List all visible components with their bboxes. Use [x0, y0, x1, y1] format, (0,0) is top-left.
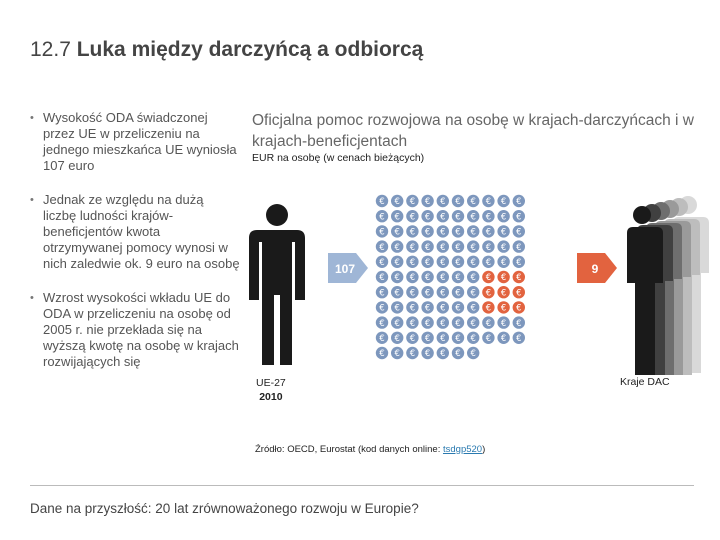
coin	[391, 286, 403, 298]
coin	[513, 256, 525, 268]
svg-text:€: €	[394, 303, 400, 314]
svg-text:€: €	[379, 288, 385, 299]
coin-highlighted	[513, 286, 525, 298]
svg-text:€: €	[394, 349, 400, 360]
coin	[467, 225, 479, 237]
coin	[391, 347, 403, 359]
coin	[482, 195, 494, 207]
coin	[406, 210, 418, 222]
svg-text:€: €	[424, 212, 431, 223]
svg-text:€: €	[470, 242, 476, 253]
svg-text:€: €	[470, 334, 476, 344]
svg-text:€: €	[455, 273, 461, 284]
svg-text:€: €	[379, 273, 385, 284]
coin	[406, 286, 418, 298]
svg-text:€: €	[500, 334, 507, 344]
coin	[452, 332, 464, 344]
svg-text:€: €	[500, 318, 507, 329]
coin	[421, 332, 433, 344]
coin	[391, 256, 403, 268]
svg-text:€: €	[516, 303, 522, 314]
coin	[497, 316, 509, 328]
coin	[421, 256, 433, 268]
svg-text:€: €	[516, 197, 522, 208]
footer-text: Dane na przyszłość: 20 lat zrównoważonego rozwoju w Europie?	[30, 501, 419, 516]
svg-text:€: €	[516, 258, 522, 268]
coin	[497, 225, 509, 237]
coin	[497, 256, 509, 268]
coin	[421, 195, 433, 207]
source-prefix: Źródło: OECD, Eurostat (kod danych online:	[255, 444, 443, 455]
svg-text:€: €	[424, 303, 431, 314]
coin	[452, 210, 464, 222]
coin	[391, 240, 403, 252]
coin	[437, 332, 449, 344]
svg-text:€: €	[409, 227, 416, 238]
coin	[497, 240, 509, 252]
coin	[482, 225, 494, 237]
svg-text:€: €	[440, 273, 446, 284]
figure-title: Oficjalna pomoc rozwojowa na osobę w krajach-darczyńcach i w krajach-beneficjentach	[252, 112, 694, 150]
svg-text:€: €	[485, 258, 492, 268]
svg-text:€: €	[485, 197, 492, 208]
coin	[467, 271, 479, 283]
donor-label-line1: UE-27	[256, 377, 286, 389]
svg-text:€: €	[379, 227, 385, 238]
svg-text:€: €	[440, 349, 446, 360]
coin-grid	[376, 195, 525, 359]
svg-text:€: €	[455, 334, 461, 344]
coin	[482, 316, 494, 328]
svg-text:€: €	[409, 303, 416, 314]
coin-highlighted	[497, 271, 509, 283]
coin	[421, 271, 433, 283]
coin	[406, 347, 418, 359]
coin	[467, 240, 479, 252]
svg-text:€: €	[470, 273, 476, 284]
coin	[437, 240, 449, 252]
coin	[467, 256, 479, 268]
svg-text:€: €	[440, 258, 446, 268]
svg-text:€: €	[379, 303, 385, 314]
coin	[376, 225, 388, 237]
oda-diagram	[240, 185, 710, 375]
svg-text:€: €	[379, 334, 385, 344]
bullet-item: • Wzrost wysokości wkładu UE do ODA w przeliczeniu na osobę od 2005 r. nie przekłada się na wyższą kwotę na osobę w krajach rozwijających się	[30, 290, 240, 370]
svg-text:€: €	[470, 303, 476, 314]
svg-text:€: €	[485, 318, 492, 329]
svg-text:€: €	[424, 227, 431, 238]
coin-highlighted	[497, 301, 509, 313]
svg-text:€: €	[516, 227, 522, 238]
svg-text:€: €	[424, 258, 431, 268]
coin-highlighted	[482, 271, 494, 283]
svg-text:€: €	[440, 212, 446, 223]
bullet-item: • Jednak ze względu na dużą liczbę ludności krajów-beneficjentów kwota otrzymywanej pomocy wynosi w nich zaledwie ok. 9 euro na osobę	[30, 192, 240, 272]
coin	[513, 210, 525, 222]
coin	[497, 195, 509, 207]
svg-text:€: €	[500, 197, 507, 208]
coin	[406, 301, 418, 313]
recipient-arrow	[577, 253, 617, 283]
coin	[406, 240, 418, 252]
coin	[421, 225, 433, 237]
coin-highlighted	[482, 301, 494, 313]
coin	[467, 347, 479, 359]
coin	[452, 195, 464, 207]
coin	[391, 210, 403, 222]
coin	[467, 332, 479, 344]
coin	[376, 256, 388, 268]
svg-text:€: €	[500, 303, 507, 314]
svg-text:€: €	[379, 197, 385, 208]
coin	[513, 332, 525, 344]
svg-text:€: €	[424, 288, 431, 299]
svg-text:€: €	[516, 334, 522, 344]
coin	[421, 316, 433, 328]
coin	[513, 316, 525, 328]
coin	[452, 256, 464, 268]
svg-text:€: €	[424, 334, 431, 344]
coin	[497, 332, 509, 344]
title-text: Luka między darczyńcą a odbiorcą	[76, 38, 424, 61]
svg-text:€: €	[516, 318, 522, 329]
svg-text:€: €	[409, 197, 416, 208]
donor-label-line2: 2010	[259, 391, 283, 403]
coin	[421, 240, 433, 252]
coin	[482, 332, 494, 344]
svg-text:€: €	[394, 273, 400, 284]
svg-text:€: €	[455, 212, 461, 223]
coin	[452, 301, 464, 313]
source-link[interactable]: tsdgp520	[442, 444, 483, 455]
svg-text:€: €	[500, 273, 507, 284]
svg-text:€: €	[394, 242, 400, 253]
svg-text:€: €	[424, 242, 431, 253]
svg-text:€: €	[485, 334, 492, 344]
svg-text:€: €	[470, 318, 476, 329]
recipient-value-label: 9	[591, 262, 599, 276]
coin	[467, 286, 479, 298]
coin	[437, 195, 449, 207]
coin	[452, 316, 464, 328]
svg-text:€: €	[485, 273, 492, 284]
page-title	[30, 38, 423, 62]
coin-highlighted	[497, 286, 509, 298]
coin	[513, 240, 525, 252]
svg-text:€: €	[394, 227, 400, 238]
svg-text:€: €	[409, 334, 416, 344]
svg-text:€: €	[485, 303, 492, 314]
svg-text:€: €	[440, 227, 446, 238]
recipient-crowd-icon	[627, 196, 709, 375]
svg-text:€: €	[455, 197, 461, 208]
coin-highlighted	[482, 286, 494, 298]
svg-text:€: €	[455, 227, 461, 238]
coin	[376, 195, 388, 207]
coin	[376, 240, 388, 252]
svg-text:€: €	[500, 212, 507, 223]
bullet-item: • Wysokość ODA świadczonej przez UE w przeliczeniu na jednego mieszkańca UE wyniosła 107 euro	[30, 110, 240, 174]
svg-text:€: €	[424, 273, 431, 284]
coin	[467, 210, 479, 222]
svg-text:€: €	[455, 349, 461, 360]
svg-text:€: €	[455, 318, 461, 329]
coin-highlighted	[513, 301, 525, 313]
svg-text:€: €	[470, 349, 476, 360]
title-number: 12.7	[30, 38, 71, 61]
coin	[376, 316, 388, 328]
coin	[437, 271, 449, 283]
coin	[391, 271, 403, 283]
coin	[482, 256, 494, 268]
coin	[467, 316, 479, 328]
coin	[437, 210, 449, 222]
donor-person-icon	[249, 204, 305, 365]
svg-text:€: €	[440, 303, 446, 314]
coin	[406, 195, 418, 207]
donor-value-label: 107	[334, 262, 356, 276]
svg-text:€: €	[455, 303, 461, 314]
coin	[452, 271, 464, 283]
coin	[437, 301, 449, 313]
coin	[376, 332, 388, 344]
coin	[406, 332, 418, 344]
svg-text:€: €	[424, 349, 431, 360]
svg-text:€: €	[394, 334, 400, 344]
source-suffix: )	[482, 444, 486, 455]
recipient-label: Kraje DAC	[620, 376, 670, 388]
coin	[406, 225, 418, 237]
coin	[437, 347, 449, 359]
donor-arrow	[328, 253, 368, 283]
coin	[391, 225, 403, 237]
svg-text:€: €	[409, 242, 416, 253]
svg-text:€: €	[485, 242, 492, 253]
svg-text:€: €	[485, 288, 492, 299]
svg-text:€: €	[394, 197, 400, 208]
svg-text:€: €	[394, 318, 400, 329]
coin	[482, 210, 494, 222]
svg-text:€: €	[379, 242, 385, 253]
svg-text:€: €	[455, 288, 461, 299]
coin	[406, 271, 418, 283]
svg-text:€: €	[424, 197, 431, 208]
svg-text:€: €	[379, 258, 385, 268]
coin	[452, 286, 464, 298]
svg-text:€: €	[470, 288, 476, 299]
svg-text:€: €	[379, 212, 385, 223]
svg-text:€: €	[500, 288, 507, 299]
svg-text:€: €	[470, 197, 476, 208]
source-note	[255, 444, 485, 455]
coin	[437, 316, 449, 328]
coin	[421, 347, 433, 359]
svg-text:€: €	[500, 227, 507, 238]
svg-text:€: €	[394, 212, 400, 223]
coin	[376, 286, 388, 298]
svg-text:€: €	[409, 212, 416, 223]
svg-text:€: €	[440, 318, 446, 329]
coin	[452, 225, 464, 237]
coin	[421, 301, 433, 313]
coin	[437, 225, 449, 237]
svg-text:€: €	[485, 212, 492, 223]
svg-text:€: €	[394, 258, 400, 268]
svg-text:€: €	[409, 273, 416, 284]
svg-text:€: €	[500, 242, 507, 253]
svg-text:€: €	[516, 242, 522, 253]
svg-text:€: €	[516, 212, 522, 223]
svg-text:€: €	[409, 258, 416, 268]
svg-text:€: €	[394, 288, 400, 299]
svg-text:€: €	[440, 197, 446, 208]
footer-divider	[30, 485, 694, 486]
coin-highlighted	[513, 271, 525, 283]
coin	[482, 240, 494, 252]
svg-text:€: €	[409, 318, 416, 329]
svg-text:€: €	[440, 334, 446, 344]
svg-text:€: €	[470, 258, 476, 268]
svg-text:€: €	[485, 227, 492, 238]
svg-text:€: €	[455, 258, 461, 268]
coin	[406, 316, 418, 328]
coin	[437, 286, 449, 298]
coin	[391, 316, 403, 328]
coin	[376, 347, 388, 359]
svg-text:€: €	[409, 349, 416, 360]
bullet-list	[30, 110, 240, 388]
svg-text:€: €	[379, 318, 385, 329]
svg-text:€: €	[424, 318, 431, 329]
svg-text:€: €	[440, 288, 446, 299]
svg-text:€: €	[516, 288, 522, 299]
coin	[513, 195, 525, 207]
coin	[391, 332, 403, 344]
coin	[406, 256, 418, 268]
figure-subtitle: EUR na osobę (w cenach bieżących)	[252, 152, 425, 164]
coin	[376, 301, 388, 313]
coin	[376, 271, 388, 283]
coin	[467, 301, 479, 313]
coin	[513, 225, 525, 237]
coin	[452, 240, 464, 252]
svg-text:€: €	[409, 288, 416, 299]
svg-text:€: €	[516, 273, 522, 284]
svg-text:€: €	[379, 349, 385, 360]
donor-label	[256, 376, 286, 404]
coin	[497, 210, 509, 222]
svg-text:€: €	[470, 212, 476, 223]
coin	[376, 210, 388, 222]
coin	[421, 286, 433, 298]
svg-text:€: €	[470, 227, 476, 238]
coin	[467, 195, 479, 207]
coin	[421, 210, 433, 222]
svg-text:€: €	[500, 258, 507, 268]
coin	[391, 301, 403, 313]
coin	[452, 347, 464, 359]
svg-text:€: €	[440, 242, 446, 253]
coin	[437, 256, 449, 268]
svg-text:€: €	[455, 242, 461, 253]
coin	[391, 195, 403, 207]
